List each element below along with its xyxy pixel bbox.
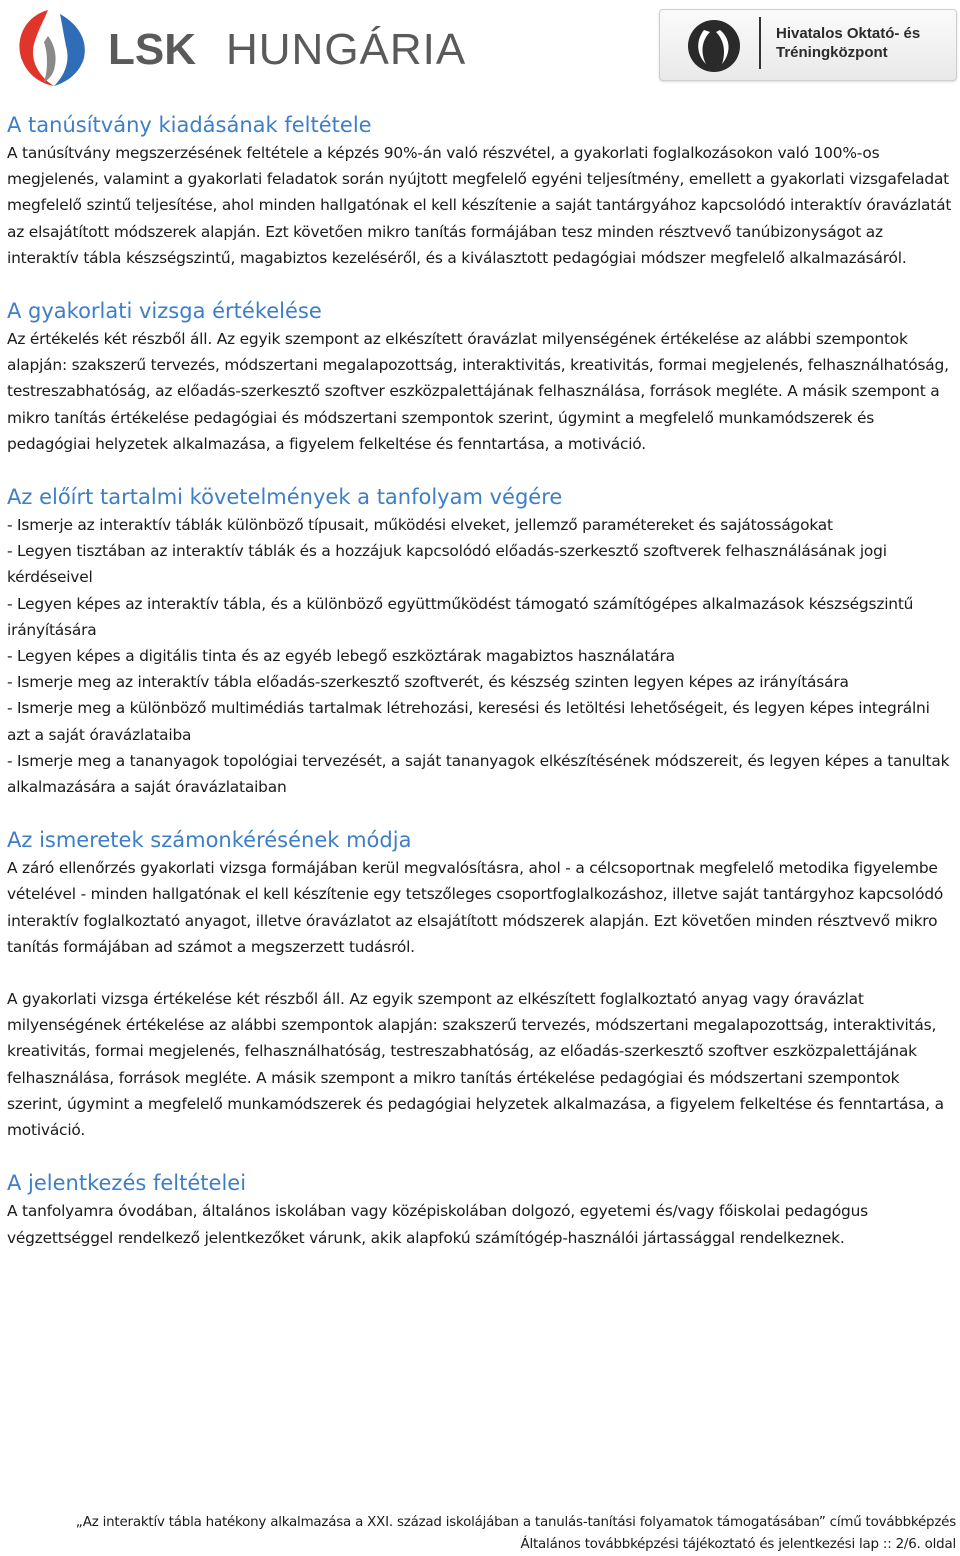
paragraph: A záró ellenőrzés gyakorlati vizsga formájában kerül megvalósításra, ahol - a célcsoportnak megfelelő metodika figyelembe vételével - minden hallgatónak el kell készítenie egy tetszőleges csoportfoglalkozáshoz, illetve saját tantárgyhoz kapcsolódó interaktív foglalkoztató anyagot, illetve óravázlatot az elsajátított módszerek alapján. Ezt követően minden résztvevő mikro tanítás formájában ad számot a megszerzett tudásról. — [7, 859, 944, 956]
paragraph: A tanúsítvány megszerzésének feltétele a képzés 90%-án való részvétel, a gyakorlati foglalkozásokon való 100%-os megjelenés, valamint a gyakorlati feladatok során nyújtott megfelelő egyéni teljesítmény, emellett a gyakorlati vizsgafeladat megfelelő szintű teljesítése, ahol minden hallgatónak el kell készítenie a saját tantárgyához kapcsolódó interaktív óravázlatát az elsajátított módszerek alapján. Ezt követően mikro tanítás formájában tesz minden résztvevő tanúbizonyságot az interaktív tábla készségszintű, magabiztos kezeléséről, és a kiválasztott pedagógiai módszer megfelelő alkalmazásáról. — [7, 144, 952, 267]
badge-line2: Tréningközpont — [776, 44, 888, 61]
section-title: A tanúsítvány kiadásának feltétele — [7, 113, 372, 137]
section-title: A jelentkezés feltételei — [7, 1171, 247, 1196]
paragraph: A tanfolyamra óvodában, általános iskolában vagy középiskolában dolgozó, egyetemi és/vagy főiskolai pedagógus végzettséggel rendelkező jelentkezőket várunk, akik alapfokú számítógép-használói jártassággal rendelkeznek. — [7, 1202, 868, 1247]
list-item: - Legyen képes a digitális tinta és az egyéb lebegő eszköztárak magabiztos használatára — [7, 647, 675, 666]
page-footer — [16, 1512, 956, 1556]
list-item: - Ismerje az interaktív táblák különböző típusait, működési elveket, jellemző paramétereket és sajátosságokat — [7, 516, 833, 535]
section-practical-exam — [7, 296, 955, 457]
paragraph: Az értékelés két részből áll. Az egyik szempont az elkészített óravázlat milyenségének értékelése az alábbi szempontok alapján: szakszerű tervezés, módszertani megalapozottság, interaktivitás, kreativitás, formai megjelenés, felhasználhatóság, testreszabhatóság, az előadás-szerkesztő szoftver eszközpalettájának felhasználása, források megléte. A másik szempont a mikro tanítás értékelése pedagógiai és módszertani szempontok szerint, úgymint a megfelelő munkamódszerek és pedagógiai helyzetek alkalmazása, a figyelem felkeltése és fenntartása, a motiváció. — [7, 330, 949, 453]
section-certificate — [7, 110, 955, 271]
footer-course-title: „Az interaktív tábla hatékony alkalmazása a XXI. század iskolájában a tanulás-tanítási folyamatok támogatásában” című továbbképzés — [75, 1515, 956, 1530]
badge-text — [776, 24, 946, 62]
list-item: - Ismerje meg az interaktív tábla előadás-szerkesztő szoftverét, és készség szinten legyen képes az irányítására — [7, 673, 849, 692]
section-title: A gyakorlati vizsga értékelése — [7, 299, 322, 324]
lsk-mark-icon — [674, 16, 756, 74]
section-assessment — [7, 825, 955, 1143]
section-requirements — [7, 482, 955, 800]
list-item: - Ismerje meg a különböző multimédiás tartalmak létrehozási, keresési és letöltési lehetőségeit, és legyen képes integrálni azt a saját óravázlataiba — [7, 699, 930, 744]
section-application — [7, 1168, 955, 1250]
paragraph: A gyakorlati vizsga értékelése két részből áll. Az egyik szempont az elkészített foglalkoztató anyag vagy óravázlat milyenségének értékelése az alábbi szempontok alapján: szakszerű tervezés, módszertani megalapozottság, interaktivitás, kreativitás, formai megjelenés, felhasználhatóság, testreszabhatóság, az előadás-szerkesztő szoftver eszközpalettájának felhasználása, források megléte. A másik szempont a mikro tanítás értékelése pedagógiai és módszertani szempontok szerint, úgymint a megfelelő munkamódszerek és pedagógiai helyzetek alkalmazása, a figyelem felkeltése és fenntartása, a motiváció. — [7, 990, 944, 1140]
list-item: - Ismerje meg a tananyagok topológiai tervezését, a saját tananyagok elkészítésének módszereit, és legyen képes a tanultak alkalmazására a saját óravázlataiban — [7, 751, 950, 797]
logo-text-light: HUNGÁRIA — [226, 25, 467, 74]
list-item: - Legyen képes az interaktív tábla, és a különböző együttműködést támogató számítógépes alkalmazások készségszintű irányítására — [7, 594, 914, 639]
document-body — [7, 110, 955, 1276]
list-item: - Legyen tisztában az interaktív táblák és a hozzájuk kapcsolódó előadás-szerkesztő szoftverek felhasználásának jogi kérdéseivel — [7, 542, 887, 587]
badge-divider — [759, 17, 761, 69]
footer-page-info: Általános továbbképzési tájékoztató és jelentkezési lap :: 2/6. oldal — [520, 1537, 956, 1552]
logo-text-bold: LSK — [108, 25, 196, 74]
section-title: Az ismeretek számonkérésének módja — [7, 828, 412, 853]
section-title: Az előírt tartalmi követelmények a tanfolyam végére — [7, 485, 563, 510]
page-header — [0, 0, 960, 96]
lsk-hungaria-logo — [8, 6, 488, 88]
badge-line1: Hivatalos Oktató- és — [776, 25, 921, 42]
